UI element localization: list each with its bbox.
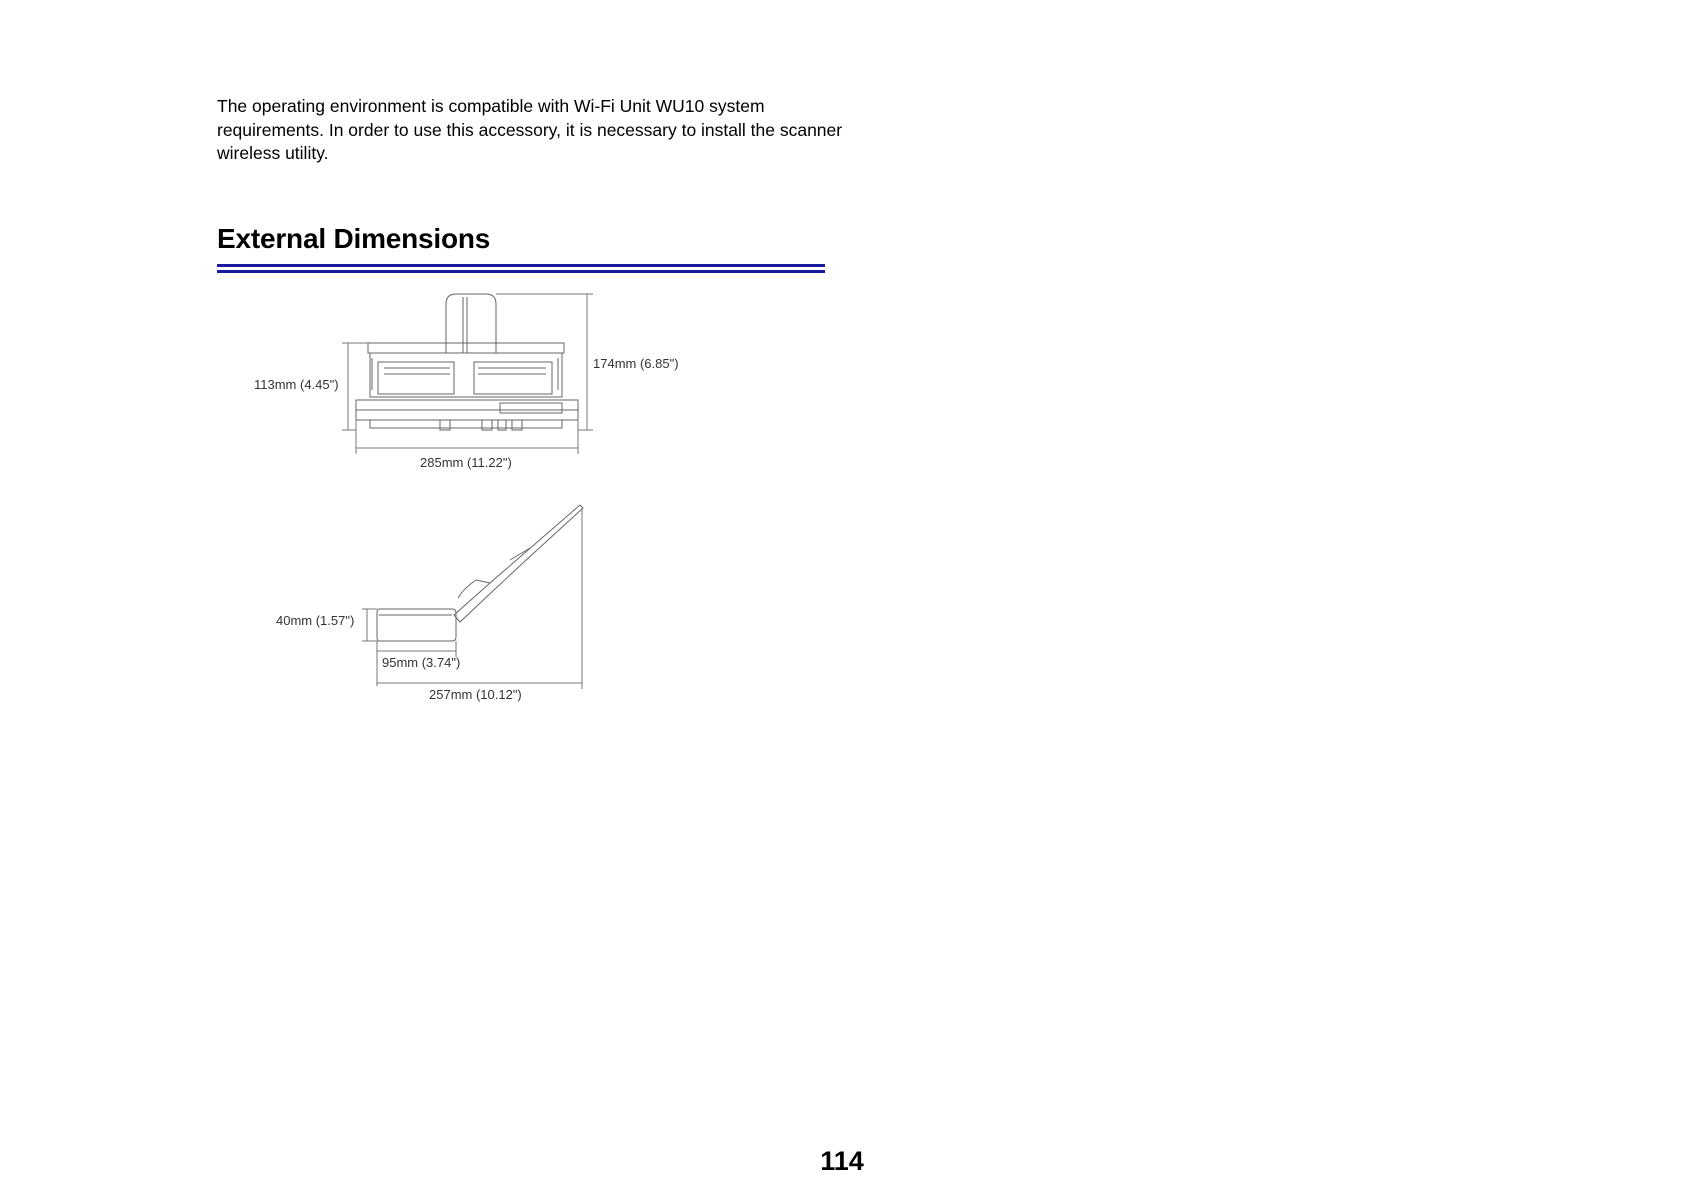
- side-total-depth-label: 257mm (10.12"): [429, 687, 522, 702]
- left-feed-tray: [378, 362, 454, 394]
- front-width-label: 285mm (11.22"): [420, 455, 512, 470]
- body-top-edge: [368, 343, 564, 353]
- side-base-depth-label: 95mm (3.74"): [382, 655, 461, 670]
- side-body-outline: [377, 609, 456, 641]
- side-view-drawing: [377, 505, 583, 641]
- section-heading: External Dimensions: [217, 223, 491, 254]
- base-panel: [500, 403, 562, 413]
- side-height-label: 40mm (1.57"): [276, 613, 355, 628]
- paper-support-outline: [446, 294, 496, 353]
- side-tray-extension-joint: [510, 548, 530, 560]
- front-total-height-label: 174mm (6.85"): [593, 356, 679, 371]
- intro-paragraph: The operating environment is compatible with Wi-Fi Unit WU10 system requirements. In order to use this accessory, it is necessary to install the scanner wireless utility.: [217, 96, 843, 163]
- body-upper-panel: [370, 353, 562, 397]
- front-view-drawing: [356, 294, 578, 430]
- base-bottom: [370, 420, 562, 428]
- front-height-label: 113mm (4.45"): [254, 377, 339, 392]
- side-feed-tray: [454, 505, 583, 622]
- side-tray-hinge: [458, 580, 490, 598]
- page-number: 114: [820, 1146, 864, 1176]
- right-feed-tray: [474, 362, 552, 394]
